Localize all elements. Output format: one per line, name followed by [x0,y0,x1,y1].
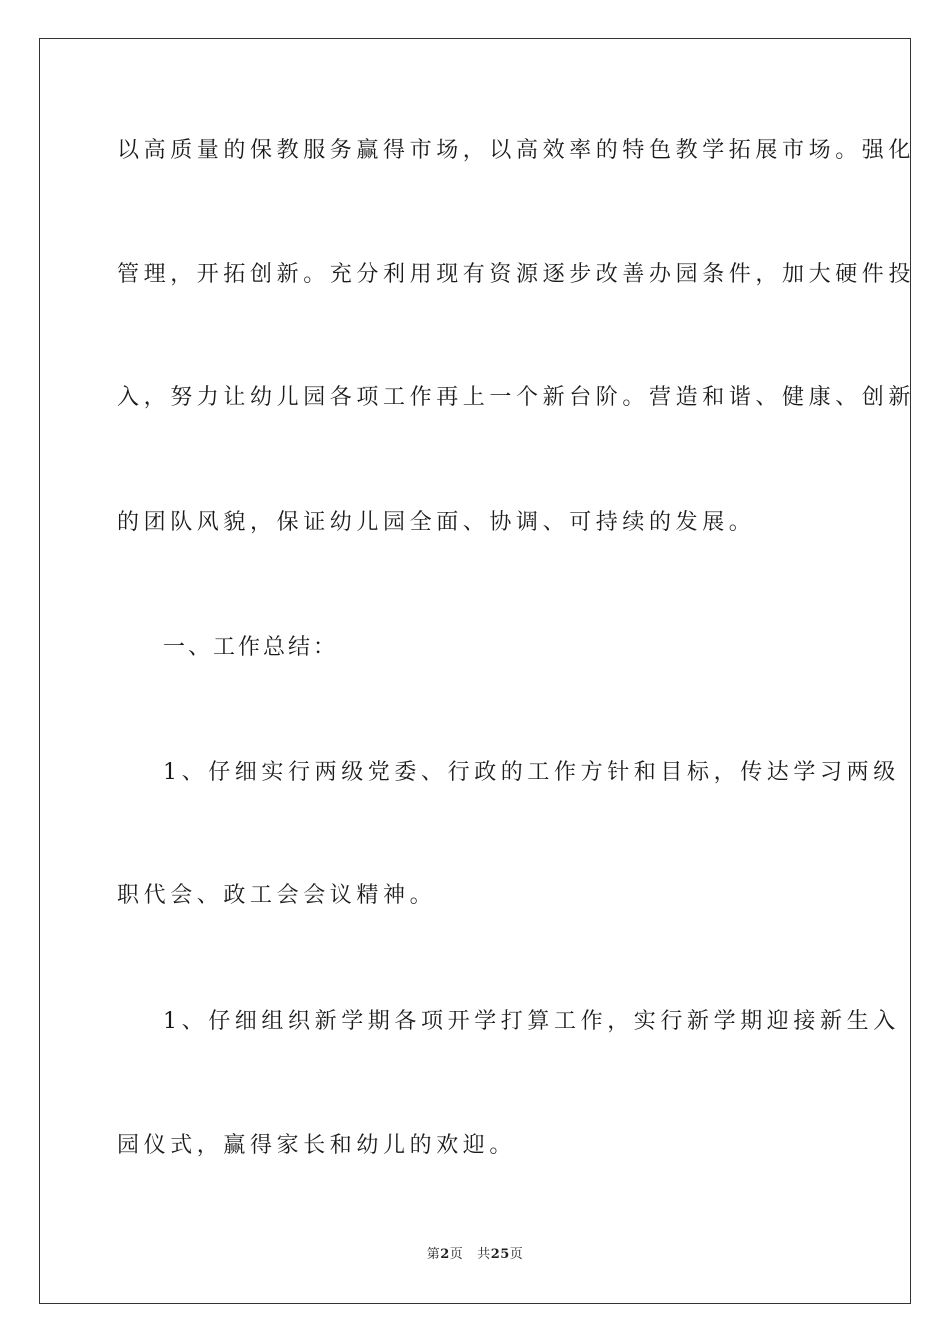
footer-page-suffix: 页 [449,1247,464,1262]
footer-total-suffix: 页 [509,1247,524,1262]
page-footer [0,1246,950,1264]
page-frame [39,38,916,1304]
paragraph-line: 入，努力让幼儿园各项工作再上一个新台阶。营造和谐、健康、创新 [117,385,916,410]
footer-page-number: 2 [440,1247,450,1262]
footer-total-prefix: 共 [477,1247,491,1262]
paragraph-line: 管理，开拓创新。充分利用现有资源逐步改善办园条件，加大硬件投 [117,262,916,287]
paragraph-line: 职代会、政工会会议精神。 [117,883,437,908]
footer-total-pages: 25 [490,1247,510,1262]
paragraph-line: 的团队风貌，保证幼儿园全面、协调、可持续的发展。 [117,510,756,535]
paragraph-line: 1、仔细组织新学期各项开学打算工作，实行新学期迎接新生入 [163,1009,900,1034]
paragraph-line: 1、仔细实行两级党委、行政的工作方针和目标，传达学习两级 [163,760,900,785]
footer-page-prefix: 第 [426,1247,441,1262]
section-heading: 一、工作总结： [163,635,339,660]
paragraph-line: 园仪式，赢得家长和幼儿的欢迎。 [117,1133,517,1158]
paragraph-line: 以高质量的保教服务赢得市场，以高效率的特色教学拓展市场。强化 [117,138,916,163]
